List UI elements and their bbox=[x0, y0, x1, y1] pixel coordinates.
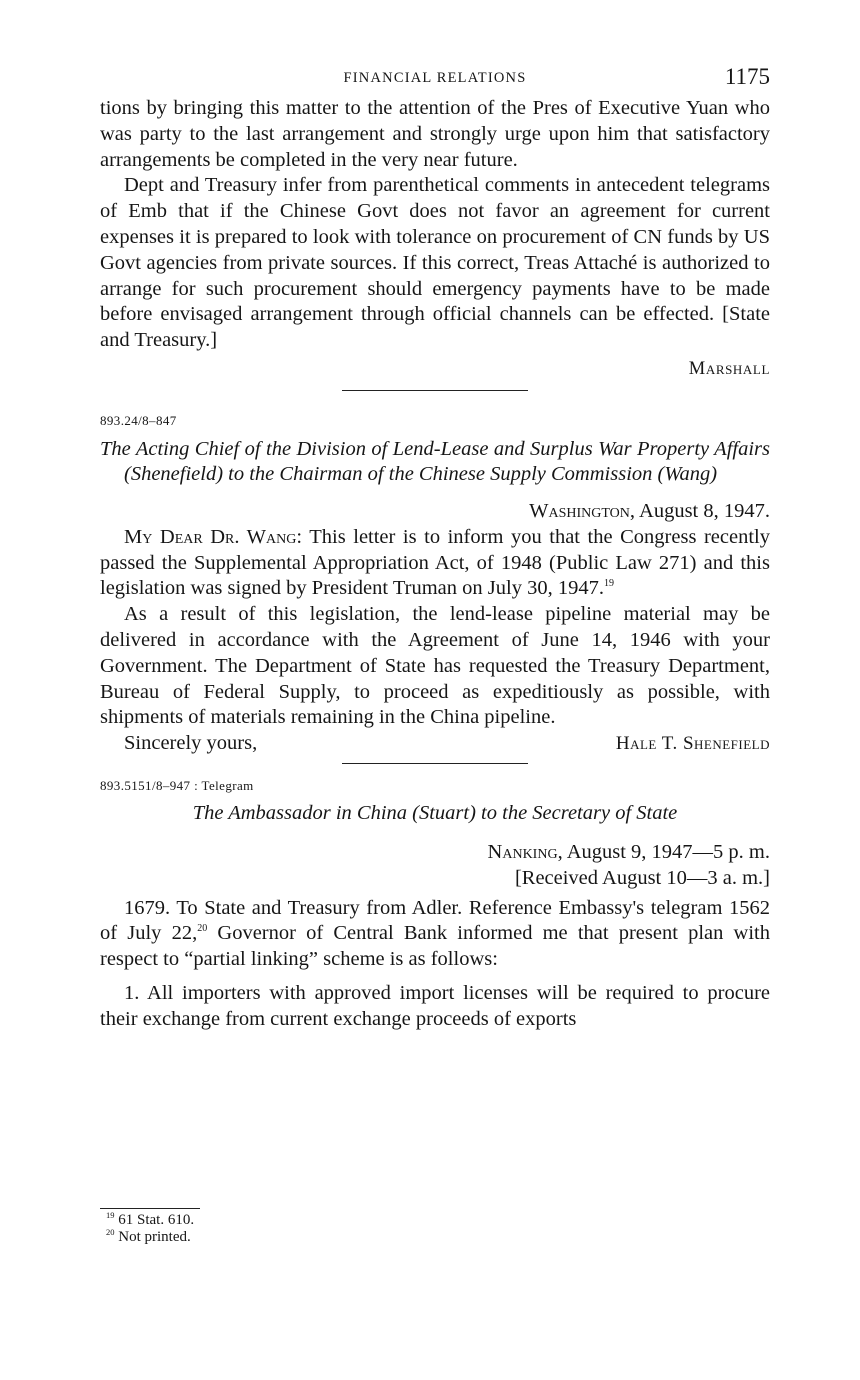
letter-dateline bbox=[100, 499, 770, 525]
closing-phrase: Sincerely yours, bbox=[124, 732, 258, 755]
letter-dateline-date: , August 8, 1947. bbox=[629, 499, 770, 522]
paragraph-dept-treasury: Dept and Treasury infer from parenthetical comments in antecedent telegrams of Emb that if the Chinese Govt does not favor an agreement for current expenses it is prepared to look with tolerance on procurement of CN funds by US Govt agencies from private sources. If this correct, Treas Attaché is authorized to arrange for such procurement should emergency payments have to be made before envisaged arrangement through official channels can be effected. [State and Treasury.] bbox=[100, 174, 770, 352]
footnote-number: 20 bbox=[106, 1227, 115, 1237]
telegram-paragraph-2: 1. All importers with approved import licenses will be required to procure their exchange from current exchange proceeds of exports bbox=[100, 981, 770, 1030]
telegram-dateline bbox=[100, 840, 770, 866]
telegram-title: The Ambassador in China (Stuart) to the Secretary of State bbox=[192, 801, 678, 824]
signature-shenefield: Hale T. Shenefield bbox=[615, 733, 770, 755]
footnote-text: Not printed. bbox=[118, 1229, 191, 1245]
letter-paragraph-1-text: This letter is to inform you that the Congress recently passed the Supplemental Appropriation Act, of 1948 (Public Law 271) and this legislation was signed by President Truman on July 30, 1947. bbox=[100, 525, 770, 600]
continued-paragraph: tions by bringing this matter to the attention of the Pres of Executive Yuan who was party to the last arrangement and strongly urge upon him that satisfactory arrangements be completed in the very near future. bbox=[100, 97, 770, 171]
footnote-ref-19: 19 bbox=[603, 578, 614, 590]
letter-title: The Acting Chief of the Division of Lend-Lease and Surplus War Property Affairs (Shenefield) to the Chairman of the Chinese Supply Commission (Wang) bbox=[100, 437, 770, 485]
footnote-rule bbox=[100, 1208, 200, 1209]
telegram-dateline-place: Nanking bbox=[487, 840, 558, 863]
page-header bbox=[100, 62, 770, 96]
footnote-20 bbox=[100, 1229, 770, 1246]
telegram-paragraph-1 bbox=[100, 896, 770, 973]
telegram-paragraph-1-a: 1679. To State and Treasury from Adler. Reference Embassy's telegram 1562 of July 22, bbox=[100, 896, 770, 945]
letter-dateline-place: Washington bbox=[529, 499, 630, 522]
telegram-received: [Received August 10—3 a. m.] bbox=[514, 866, 770, 889]
telegram-paragraph-1-b: Governor of Central Bank informed me that present plan with respect to “partial linking” scheme is as follows: bbox=[100, 922, 770, 971]
letter-file-reference: 893.24/8–847 bbox=[100, 412, 177, 428]
letter-paragraph-1 bbox=[100, 525, 770, 602]
letter-closing bbox=[100, 731, 770, 757]
footnote-19 bbox=[100, 1212, 770, 1229]
running-title: FINANCIAL RELATIONS bbox=[343, 70, 527, 86]
letter-paragraph-2: As a result of this legislation, the lend-lease pipeline material may be delivered in accordance with the Agreement of June 14, 1946 with your Government. The Department of State has requested the Treasury Department, Bureau of Federal Supply, to proceed as expeditiously as possible, with shipments of materials remaining in the China pipeline. bbox=[100, 603, 770, 729]
salutation: My Dear Dr. Wang: bbox=[124, 525, 303, 548]
footnote-ref-20: 20 bbox=[197, 923, 208, 935]
footnotes bbox=[100, 1208, 770, 1246]
footnote-text: 61 Stat. 610. bbox=[118, 1212, 195, 1228]
signature-marshall: Marshall bbox=[688, 358, 770, 379]
page-number: 1175 bbox=[724, 64, 770, 89]
section-divider bbox=[342, 763, 528, 764]
footnote-number: 19 bbox=[106, 1210, 115, 1220]
telegram-file-reference: 893.5151/8–947 : Telegram bbox=[100, 777, 254, 793]
telegram-dateline-date: , August 9, 1947—5 p. m. bbox=[557, 840, 770, 863]
page-body bbox=[100, 62, 770, 1033]
section-divider bbox=[342, 390, 528, 391]
